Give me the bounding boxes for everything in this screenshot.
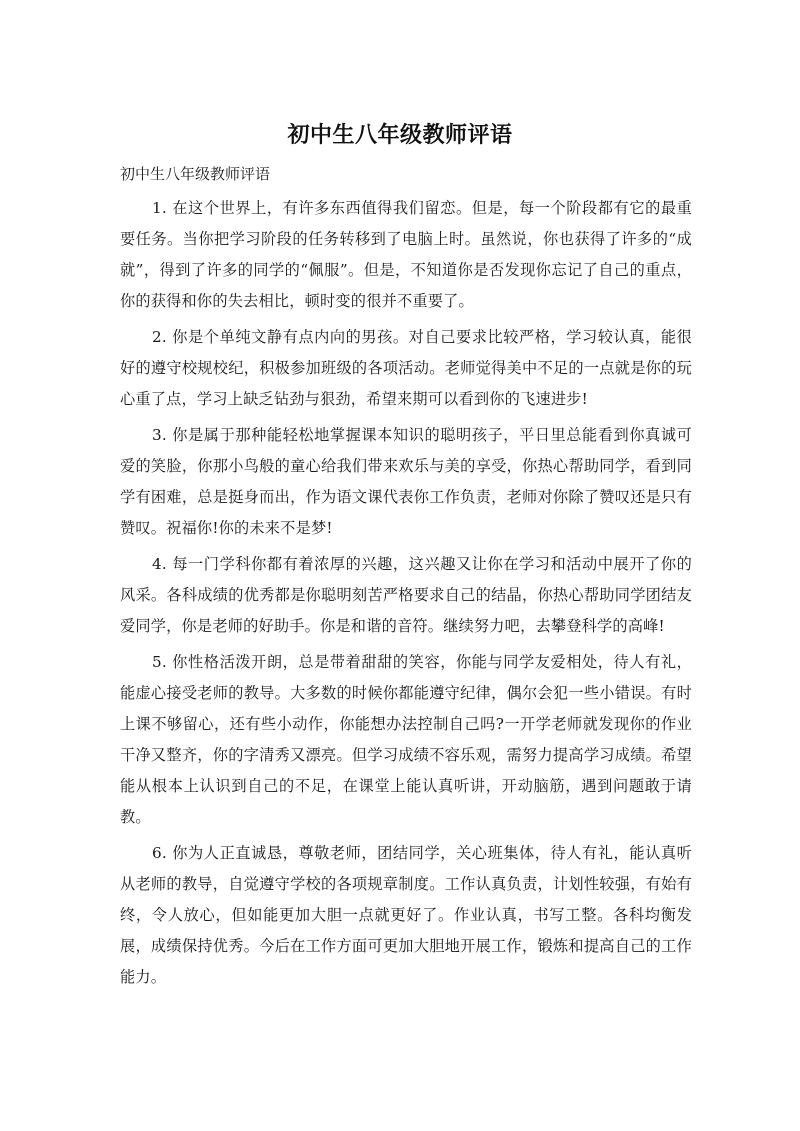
- page-title: 初中生八年级教师评语: [287, 123, 513, 148]
- paragraph-5: 5. 你性格活泼开朗，总是带着甜甜的笑容，你能与同学友爱相处，待人有礼，能虚心接受老师的教导。大多数的时候你都能遵守纪律，偶尔会犯一些小错误。有时上课不够留心，还有些小动作，你能想办法控制自己吗?一开学老师就发现你的作业干净又整齐，你的字清秀又漂亮。但学习成绩不容乐观，需努力提高学习成绩。希望能从根本上认识到自己的不足，在课堂上能认真听讲，开动脑筋，遇到问题敢于请教。: [120, 653, 692, 826]
- paragraph-6: 6. 你为人正直诚恳，尊敬老师，团结同学，关心班集体，待人有礼，能认真听从老师的教导，自觉遵守学校的各项规章制度。工作认真负责，计划性较强，有始有终，令人放心，但如能更加大胆一点就更好了。作业认真，书写工整。各科均衡发展，成绩保持优秀。今后在工作方面可更加大胆地开展工作，锻炼和提高自己的工作能力。: [120, 844, 692, 986]
- paragraph-2: 2. 你是个单纯文静有点内向的男孩。对自己要求比较严格，学习较认真，能很好的遵守校规校纪，积极参加班级的各项活动。老师觉得美中不足的一点就是你的玩心重了点，学习上缺乏钻劲与狠劲，希望来期可以看到你的飞速进步!: [120, 328, 692, 408]
- document-body: [120, 193, 692, 998]
- paragraph-3: 3. 你是属于那种能轻松地掌握课本知识的聪明孩子，平日里总能看到你真诚可爱的笑脸，你那小鸟般的童心给我们带来欢乐与美的享受，你热心帮助同学，看到同学有困难，总是挺身而出，作为语文课代表你工作负责，老师对你除了赞叹还是只有赞叹。祝福你!你的未来不是梦!: [120, 426, 692, 537]
- paragraph-4: 4. 每一门学科你都有着浓厚的兴趣，这兴趣又让你在学习和活动中展开了你的风采。各科成绩的优秀都是你聪明刻苦严格要求自己的结晶，你热心帮助同学团结友爱同学，你是老师的好助手。你是和谐的音符。继续努力吧，去攀登科学的高峰!: [120, 555, 692, 635]
- paragraph-1: 1. 在这个世界上，有许多东西值得我们留恋。但是，每一个阶段都有它的最重要任务。当你把学习阶段的任务转移到了电脑上时。虽然说，你也获得了许多的“成就”，得到了许多的同学的“佩服”。但是，不知道你是否发现你忘记了自己的重点，你的获得和你的失去相比，顿时变的很并不重要了。: [120, 199, 692, 310]
- document-subtitle: 初中生八年级教师评语: [120, 165, 271, 183]
